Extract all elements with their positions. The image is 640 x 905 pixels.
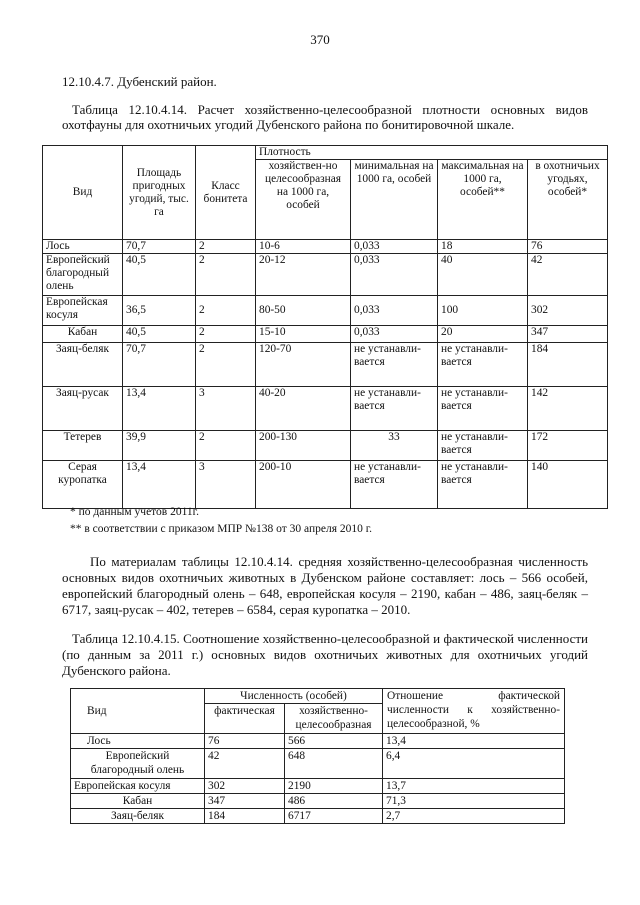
min-cell: не устанавли-вается — [351, 387, 438, 431]
actual-cell: 347 — [528, 326, 608, 343]
max-cell: не устанавли-вается — [438, 461, 528, 509]
table-row — [71, 734, 565, 749]
species-cell: Тетерев — [43, 431, 123, 461]
header-max: максимальная на 1000 га, особей** — [438, 160, 528, 240]
header-economic: хозяйственно-целесообразная — [285, 704, 383, 734]
area-cell: 13,4 — [123, 461, 196, 509]
header-density: Плотность — [256, 146, 608, 160]
economic-cell: 2190 — [285, 779, 383, 794]
economic-cell: 80-50 — [256, 296, 351, 326]
ratio-cell: 2,7 — [383, 809, 565, 824]
economic-cell: 200-130 — [256, 431, 351, 461]
species-cell: Заяц-беляк — [71, 809, 205, 824]
summary-paragraph: По материалам таблицы 12.10.4.14. средняя хозяйственно-целесообразная численность основных видов охотничьих животных в Дубенском районе составляет: лось – 566 особей, европейский благородный олень – 648, европейская косуля – 2190, кабан – 486, заяц-беляк – 6717, заяц-русак – 402, тетерев – 6584, серая куропатка – 2010. — [62, 554, 588, 617]
economic-cell: 40-20 — [256, 387, 351, 431]
economic-cell: 20-12 — [256, 254, 351, 296]
area-cell: 40,5 — [123, 326, 196, 343]
species-cell: Лось — [71, 734, 205, 749]
economic-cell: 200-10 — [256, 461, 351, 509]
area-cell: 39,9 — [123, 431, 196, 461]
actual-cell: 184 — [205, 809, 285, 824]
economic-cell: 566 — [285, 734, 383, 749]
max-cell: 20 — [438, 326, 528, 343]
class-cell: 2 — [196, 343, 256, 387]
max-cell: не устанавли-вается — [438, 343, 528, 387]
class-cell: 2 — [196, 326, 256, 343]
actual-cell: 140 — [528, 461, 608, 509]
min-cell: 0,033 — [351, 254, 438, 296]
class-cell: 2 — [196, 296, 256, 326]
header-species: Вид — [71, 689, 205, 734]
table-row — [71, 809, 565, 824]
species-cell: Заяц-русак — [43, 387, 123, 431]
min-cell: 0,033 — [351, 240, 438, 254]
area-cell: 70,7 — [123, 240, 196, 254]
table-row — [43, 461, 608, 509]
ratio-header-line: целесообразной, % — [387, 718, 480, 730]
species-cell: Европейский благородный олень — [43, 254, 123, 296]
min-cell: 0,033 — [351, 296, 438, 326]
max-cell: не устанавли-вается — [438, 387, 528, 431]
class-cell: 2 — [196, 240, 256, 254]
table-row — [43, 343, 608, 387]
class-cell: 2 — [196, 254, 256, 296]
footnote: * по данным учетов 2011г. — [70, 506, 199, 518]
economic-cell: 10-6 — [256, 240, 351, 254]
table1-footnotes — [70, 504, 372, 538]
species-cell: Серая куропатка — [43, 461, 123, 509]
actual-cell: 172 — [528, 431, 608, 461]
table-row — [43, 431, 608, 461]
area-cell: 13,4 — [123, 387, 196, 431]
ratio-cell: 71,3 — [383, 794, 565, 809]
table2-ratio — [70, 688, 565, 824]
actual-cell: 302 — [205, 779, 285, 794]
min-cell: не устанавли-вается — [351, 461, 438, 509]
min-cell: 0,033 — [351, 326, 438, 343]
economic-cell: 648 — [285, 749, 383, 779]
species-cell: Европейский благородный олень — [71, 749, 205, 779]
ratio-cell: 6,4 — [383, 749, 565, 779]
species-cell: Кабан — [43, 326, 123, 343]
header-species: Вид — [43, 146, 123, 240]
table-row — [71, 794, 565, 809]
max-cell: не устанавли-вается — [438, 431, 528, 461]
table-row — [71, 779, 565, 794]
actual-cell: 76 — [205, 734, 285, 749]
header-area: Площадь пригодных угодий, тыс. га — [123, 146, 196, 240]
actual-cell: 302 — [528, 296, 608, 326]
ratio-cell: 13,7 — [383, 779, 565, 794]
actual-cell: 42 — [205, 749, 285, 779]
ratio-header-line: Отношение фактической — [387, 690, 560, 702]
max-cell: 100 — [438, 296, 528, 326]
min-cell: не устанавли-вается — [351, 343, 438, 387]
area-cell: 70,7 — [123, 343, 196, 387]
economic-cell: 6717 — [285, 809, 383, 824]
species-cell: Кабан — [71, 794, 205, 809]
ratio-header-line: численности к хозяйственно- — [387, 704, 560, 716]
table-row — [71, 749, 565, 779]
actual-cell: 76 — [528, 240, 608, 254]
header-count: Численность (особей) — [205, 689, 383, 704]
species-cell: Европейская косуля — [71, 779, 205, 794]
class-cell: 3 — [196, 387, 256, 431]
page-number: 370 — [310, 32, 330, 47]
section-heading: 12.10.4.7. Дубенский район. — [62, 74, 217, 89]
table-row — [43, 254, 608, 296]
table-row — [43, 296, 608, 326]
table1-density — [42, 145, 608, 509]
max-cell: 40 — [438, 254, 528, 296]
economic-cell: 120-70 — [256, 343, 351, 387]
class-cell: 3 — [196, 461, 256, 509]
species-cell: Заяц-беляк — [43, 343, 123, 387]
area-cell: 40,5 — [123, 254, 196, 296]
max-cell: 18 — [438, 240, 528, 254]
header-actual: в охотничьих угодьях, особей* — [528, 160, 608, 240]
header-actual: фактическая — [205, 704, 285, 734]
actual-cell: 42 — [528, 254, 608, 296]
table1-caption: Таблица 12.10.4.14. Расчет хозяйственно-целесообразной плотности основных видов охотфауны для охотничьих угодий Дубенского района по бонитировочной шкале. — [62, 102, 588, 132]
min-cell: 33 — [351, 431, 438, 461]
table-row — [43, 326, 608, 343]
table-row — [43, 387, 608, 431]
economic-cell: 15-10 — [256, 326, 351, 343]
actual-cell: 347 — [205, 794, 285, 809]
area-cell: 36,5 — [123, 296, 196, 326]
header-class: Класс бонитета — [196, 146, 256, 240]
actual-cell: 184 — [528, 343, 608, 387]
class-cell: 2 — [196, 431, 256, 461]
table-row — [43, 240, 608, 254]
ratio-cell: 13,4 — [383, 734, 565, 749]
table2-caption: Таблица 12.10.4.15. Соотношение хозяйственно-целесообразной и фактической численности (по данным за 2011 г.) основных видов охотничьих животных для охотничьих угодий Дубенского района. — [62, 631, 588, 678]
header-min: минимальная на 1000 га, особей — [351, 160, 438, 240]
actual-cell: 142 — [528, 387, 608, 431]
header-ratio — [383, 689, 565, 734]
species-cell: Европейская косуля — [43, 296, 123, 326]
header-economic: хозяйствен-но целесообразная на 1000 га, особей — [256, 160, 351, 240]
species-cell: Лось — [43, 240, 123, 254]
footnote: ** в соответствии с приказом МПР №138 от 30 апреля 2010 г. — [70, 523, 373, 535]
economic-cell: 486 — [285, 794, 383, 809]
